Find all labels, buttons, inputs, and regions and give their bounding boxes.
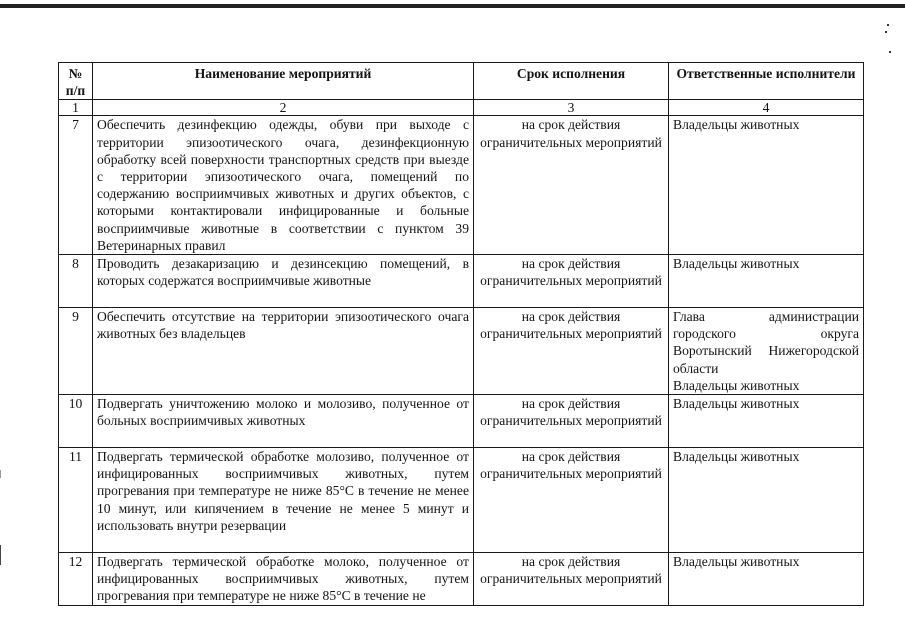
row-number: 9 <box>59 308 93 395</box>
table-row <box>59 308 864 395</box>
responsible-cell <box>669 448 864 553</box>
table-row <box>59 448 864 553</box>
scan-speck <box>885 31 887 33</box>
deadline-text: на срок действия ограничительных мероприятий <box>474 308 669 395</box>
header-deadline: Срок исполнения <box>474 63 669 100</box>
measure-text: Подвергать термической обработке молоко, полученное от инфицированных восприимчивых животных, путем прогревания при температуре не ниже 85°С в течение не <box>93 553 474 606</box>
header-name: Наименование мероприятий <box>93 63 474 100</box>
responsible-text: Владельцы животных <box>673 449 800 465</box>
deadline-text: на срок действия ограничительных мероприятий <box>474 553 669 606</box>
index-cell: 4 <box>669 100 864 116</box>
responsible-text: Владельцы животных <box>673 256 800 272</box>
scan-edge-mark <box>0 545 1 565</box>
table-row <box>59 395 864 448</box>
column-index-row <box>59 100 864 116</box>
responsible-text: Владельцы животных <box>673 554 800 570</box>
scan-edge-mark <box>0 470 1 478</box>
table-row <box>59 553 864 606</box>
index-cell: 3 <box>474 100 669 116</box>
responsible-cell <box>669 553 864 606</box>
measure-text: Подвергать уничтожению молоко и молозиво, полученное от больных восприимчивых животных <box>93 395 474 448</box>
row-number: 12 <box>59 553 93 606</box>
measure-text: Подвергать термической обработке молозиво, полученное от инфицированных восприимчивых животных, путем прогревания при температуре не ниже 85°С в течение не менее 10 минут, или кипячением в течение не менее 5 минут и использовать внутри резервации <box>93 448 474 553</box>
measure-text: Проводить дезакаризацию и дезинсекцию помещений, в которых содержатся восприимчивые животные <box>93 255 474 308</box>
responsible-text: Глава администрации городского округа Воротынский Нижегородской области <box>673 309 859 376</box>
responsible-cell <box>669 255 864 308</box>
header-num: № п/п <box>59 63 93 100</box>
responsible-text: Владельцы животных <box>673 396 800 412</box>
deadline-text: на срок действия ограничительных мероприятий <box>474 395 669 448</box>
deadline-text: на срок действия ограничительных мероприятий <box>474 255 669 308</box>
table-row <box>59 255 864 308</box>
index-cell: 2 <box>93 100 474 116</box>
row-number: 7 <box>59 116 93 255</box>
table-row <box>59 116 864 255</box>
header-responsible: Ответственные исполнители <box>669 63 864 100</box>
scan-speck <box>887 24 889 26</box>
deadline-text: на срок действия ограничительных мероприятий <box>474 116 669 255</box>
responsible-cell <box>669 308 864 395</box>
measure-text: Обеспечить дезинфекцию одежды, обуви при выходе с территории эпизоотического очага, дезинфекционную обработку всей поверхности транспортных средств при выезде с территории эпизоотического очага, помещений по содержанию восприимчивых животных и других объектов, с которыми контактировали инфицированные и больные восприимчивые животные в соответствии с пунктом 39 Ветеринарных правил <box>93 116 474 255</box>
measures-table <box>58 62 864 606</box>
measure-text: Обеспечить отсутствие на территории эпизоотического очага животных без владельцев <box>93 308 474 395</box>
scan-speck <box>889 51 891 53</box>
responsible-text: Владельцы животных <box>673 117 800 133</box>
top-border-line <box>0 4 905 8</box>
deadline-text: на срок действия ограничительных мероприятий <box>474 448 669 553</box>
table-header-row <box>59 63 864 100</box>
responsible-text: Владельцы животных <box>673 377 800 393</box>
row-number: 10 <box>59 395 93 448</box>
index-cell: 1 <box>59 100 93 116</box>
responsible-cell <box>669 116 864 255</box>
row-number: 8 <box>59 255 93 308</box>
responsible-cell <box>669 395 864 448</box>
row-number: 11 <box>59 448 93 553</box>
